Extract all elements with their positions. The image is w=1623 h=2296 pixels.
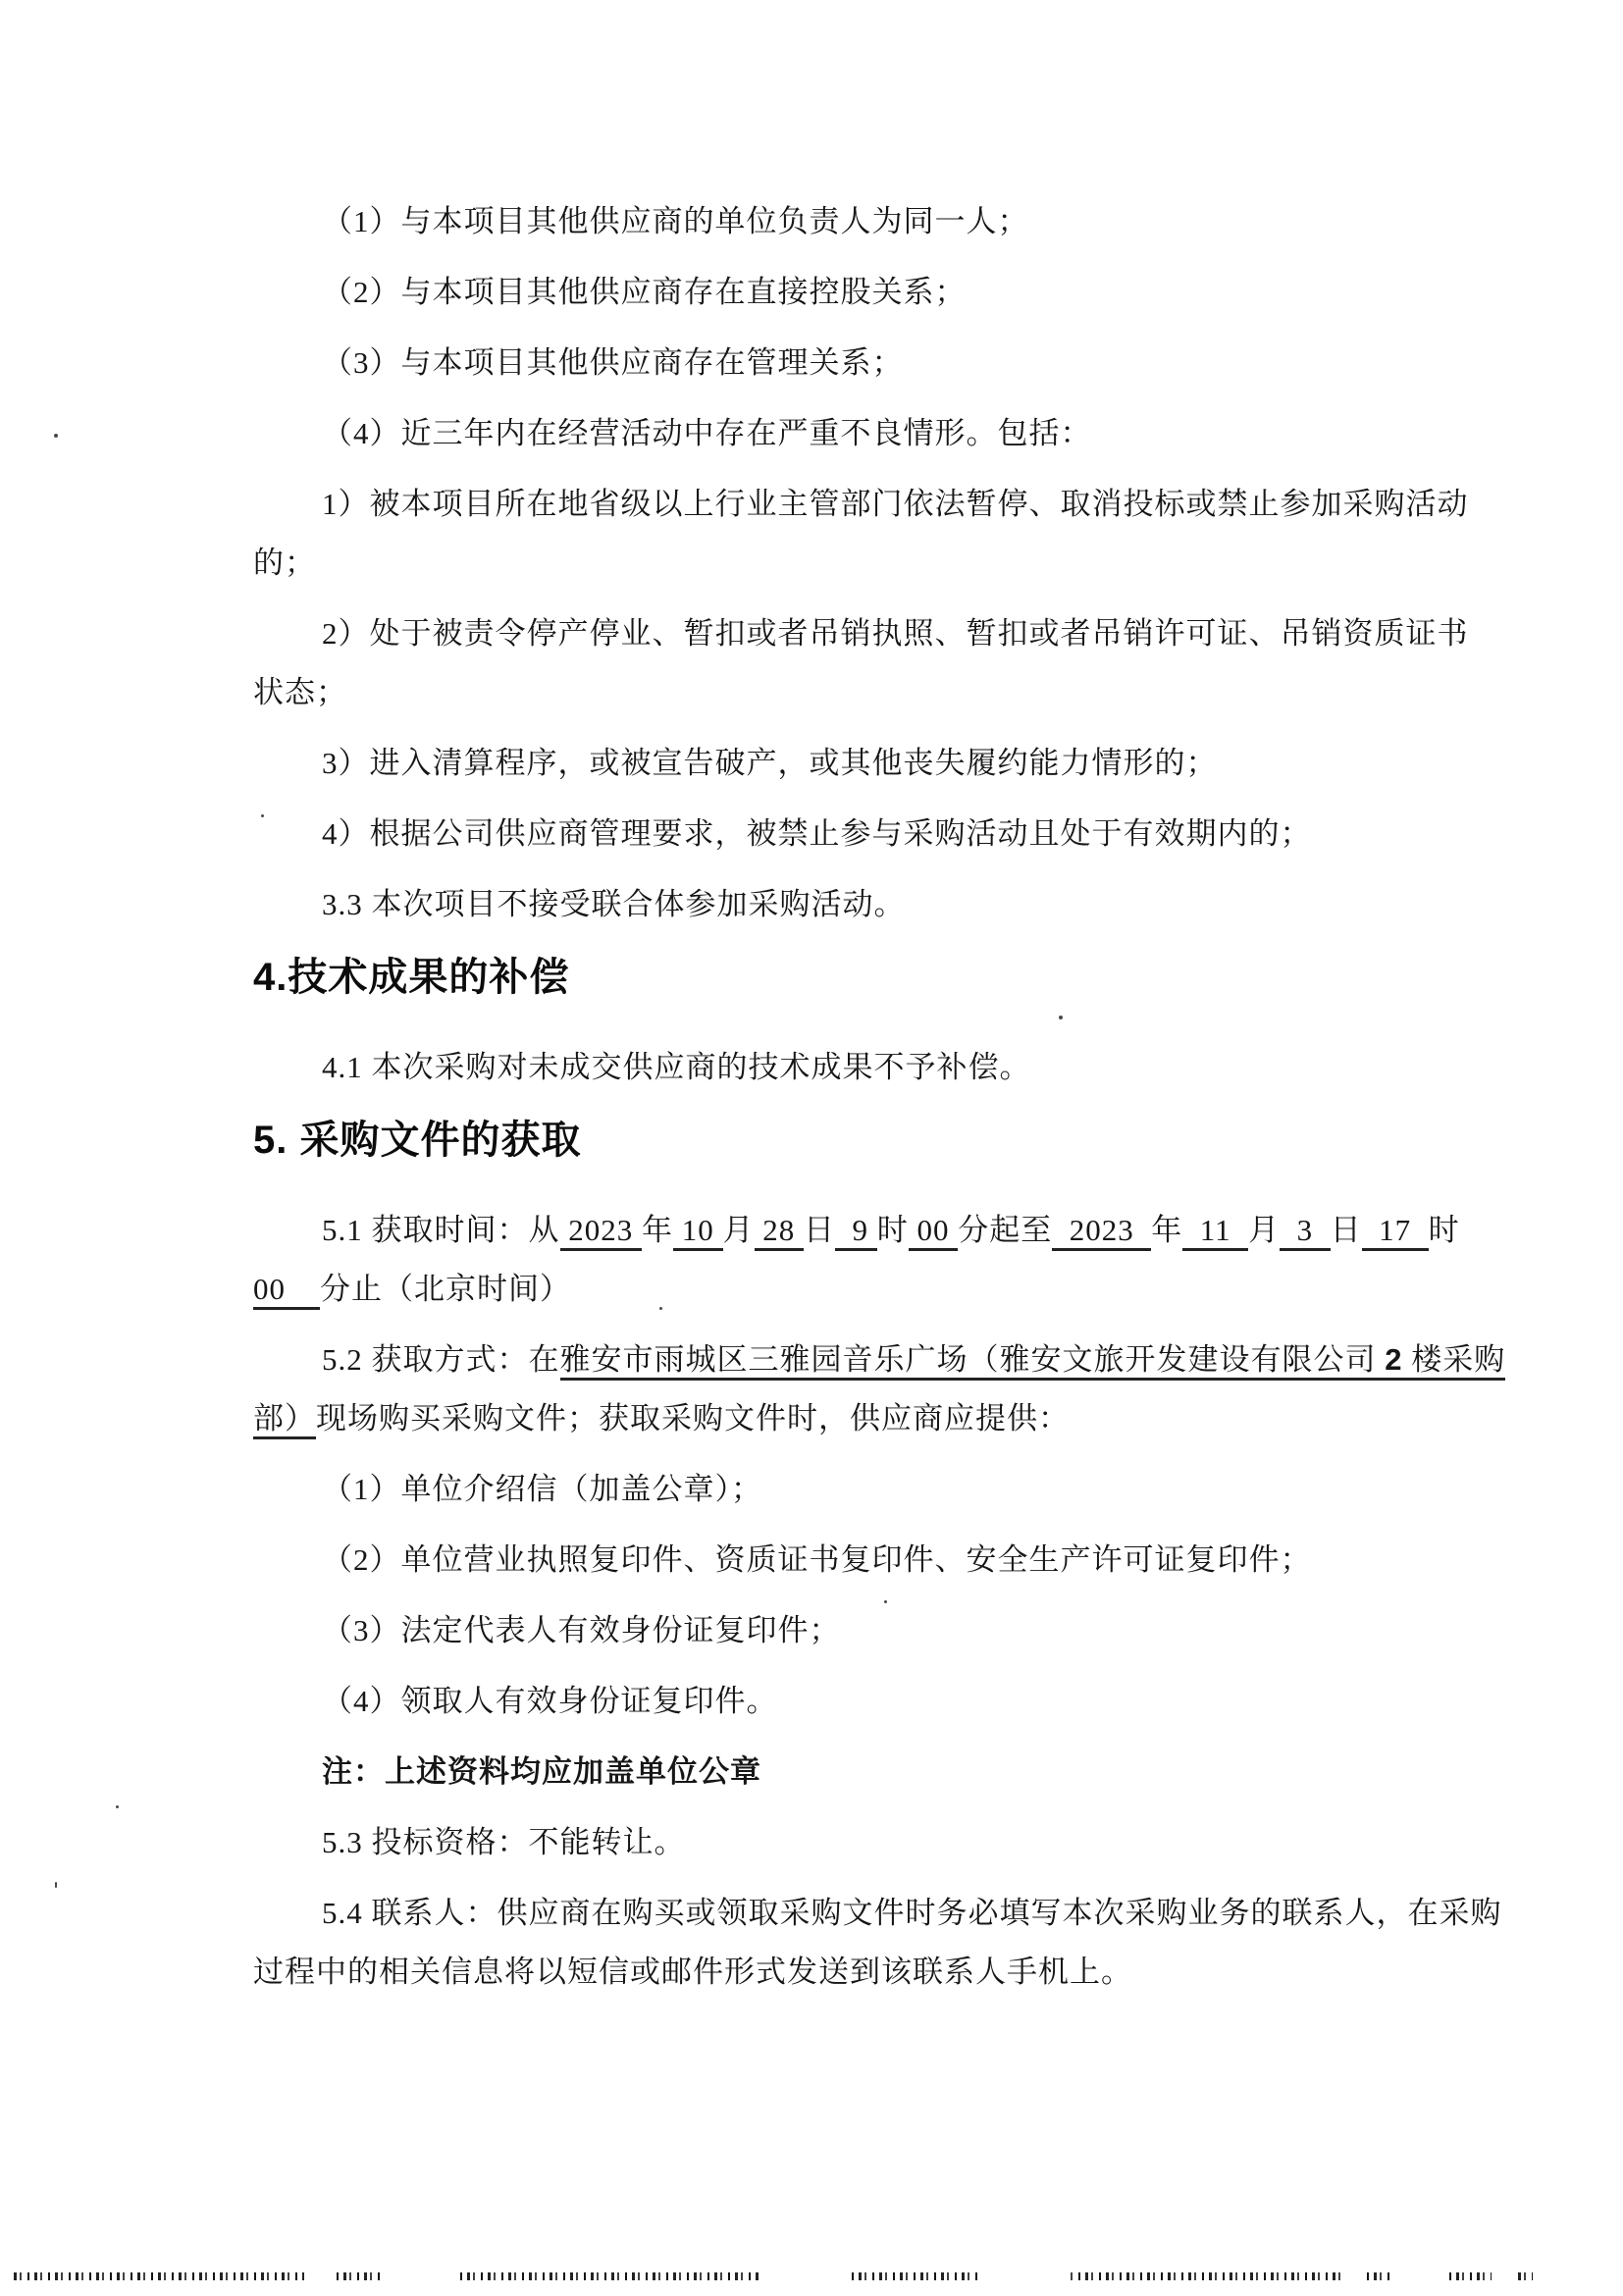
address-underlined: 雅安市雨城区三雅园音乐广场（雅安文旅开发建设有限公司 — [560, 1342, 1386, 1381]
scan-speck — [261, 814, 264, 817]
clause-text: （2）单位营业执照复印件、资质证书复印件、安全生产许可证复印件； — [322, 1542, 1312, 1577]
blank-month-start: 10 — [673, 1213, 723, 1251]
section-4-heading: 4.技术成果的补偿 — [253, 956, 570, 999]
clause-text: 现场购买采购文件；获取采购文件时，供应商应提供： — [316, 1401, 1070, 1435]
clause-line-1 — [253, 1331, 1506, 1389]
clause-text: 年 — [1151, 1213, 1183, 1247]
blank-month-end: 11 — [1182, 1213, 1248, 1251]
blank-year-end: 2023 — [1052, 1213, 1151, 1251]
clause-text: 4.1 本次采购对未成交供应商的技术成果不予补偿。 — [322, 1050, 1031, 1084]
clause-text: （4）领取人有效身份证复印件。 — [322, 1684, 778, 1718]
scan-speck — [1059, 1016, 1063, 1019]
clause-line-2 — [253, 1260, 1470, 1319]
scan-speck — [659, 1307, 662, 1310]
clause-text: （4）近三年内在经营活动中存在严重不良情形。包括： — [322, 416, 1092, 450]
clause-5-3-qualification — [253, 1813, 1470, 1872]
clause-text: 3）进入清算程序，或被宣告破产，或其他丧失履约能力情形的； — [322, 746, 1218, 780]
clause-5-1-obtain-time — [253, 1201, 1470, 1319]
doc-requirement-intro-letter — [253, 1460, 1470, 1519]
clause-text: （1）与本项目其他供应商的单位负责人为同一人； — [322, 204, 1029, 238]
clause-line-2: 状态； — [253, 675, 347, 709]
doc-requirement-receiver-id — [253, 1672, 1470, 1731]
blank-hour-end: 17 — [1362, 1213, 1429, 1251]
clause-direct-holding — [253, 263, 1470, 322]
clause-management-relation — [253, 334, 1470, 392]
clause-text: 日 — [1330, 1213, 1362, 1247]
clause-line-2: 过程中的相关信息将以短信或邮件形式发送到该联系人手机上。 — [253, 1955, 1132, 1989]
clause-text: 5.3 投标资格：不能转让。 — [322, 1825, 686, 1859]
scan-noise-line — [14, 2272, 1533, 2280]
subclause-liquidation — [253, 734, 1470, 793]
clause-5-4-contact — [253, 1884, 1502, 2002]
clause-3-3-no-consortium — [253, 875, 1470, 934]
blank-day-end: 3 — [1280, 1213, 1331, 1251]
clause-4-1-no-compensation — [253, 1038, 1470, 1097]
clause-text: （3）与本项目其他供应商存在管理关系； — [322, 345, 904, 380]
floor-number: 2 — [1385, 1342, 1402, 1381]
clause-text: 分起至 — [958, 1213, 1053, 1247]
clause-line-1: 2）处于被责令停产停业、暂扣或者吊销执照、暂扣或者吊销许可证、吊销资质证书 — [322, 616, 1469, 651]
clause-bad-records — [253, 404, 1470, 463]
clause-line-1 — [253, 1201, 1470, 1260]
subclause-banned-by-company — [253, 805, 1470, 863]
subclause-license-revoked — [253, 604, 1470, 722]
note-text: 注：上述资料均应加盖单位公章 — [322, 1754, 761, 1789]
clause-text: （1）单位介绍信（加盖公章）； — [322, 1472, 762, 1506]
clause-text: 月 — [1248, 1213, 1281, 1247]
blank-day-start: 28 — [755, 1213, 805, 1251]
blank-year-start: 2023 — [560, 1213, 643, 1251]
clause-line-2 — [253, 1389, 1470, 1448]
clause-text: 4）根据公司供应商管理要求，被禁止参与采购活动且处于有效期内的； — [322, 816, 1312, 851]
clause-text: 5.2 获取方式：在 — [322, 1342, 560, 1377]
blank-minute-start: 00 — [909, 1213, 959, 1251]
doc-requirement-licenses — [253, 1531, 1470, 1590]
document-body — [253, 192, 1506, 2013]
blank-minute-end: 00 — [253, 1272, 320, 1310]
clause-text: 月 — [722, 1213, 755, 1247]
scan-speck — [116, 1805, 119, 1808]
section-5-heading: 5. 采购文件的获取 — [253, 1119, 582, 1162]
clause-text: 3.3 本次项目不接受联合体参加采购活动。 — [322, 887, 906, 921]
clause-text: 时 — [876, 1213, 909, 1247]
clause-text: 分止（北京时间） — [320, 1272, 571, 1306]
clause-5-2-obtain-method — [253, 1331, 1506, 1448]
doc-requirement-legal-rep-id — [253, 1601, 1470, 1660]
clause-line-2: 的； — [253, 546, 316, 580]
clause-text: （2）与本项目其他供应商存在直接控股关系； — [322, 275, 967, 309]
address-underlined-cont: 楼采购 — [1403, 1342, 1506, 1381]
clause-text: 年 — [642, 1213, 673, 1247]
clause-line-1: 5.4 联系人：供应商在购买或领取采购文件时务必填写本次采购业务的联系人，在采购 — [322, 1896, 1502, 1930]
clause-text: 5.1 获取时间：从 — [322, 1213, 560, 1247]
clause-supplier-same-person — [253, 192, 1470, 251]
note-seal-requirement — [253, 1743, 1470, 1801]
clause-text: （3）法定代表人有效身份证复印件； — [322, 1613, 841, 1647]
blank-hour-start: 9 — [835, 1213, 877, 1251]
clause-text: 时 — [1428, 1213, 1460, 1247]
clause-text: 日 — [804, 1213, 835, 1247]
address-underlined-tail: 部） — [253, 1401, 316, 1439]
scan-speck — [55, 1882, 57, 1888]
scan-speck — [54, 434, 58, 438]
subclause-suspended-by-authority — [253, 475, 1470, 593]
clause-line-1: 1）被本项目所在地省级以上行业主管部门依法暂停、取消投标或禁止参加采购活动 — [322, 487, 1469, 521]
scan-speck — [884, 1600, 887, 1603]
